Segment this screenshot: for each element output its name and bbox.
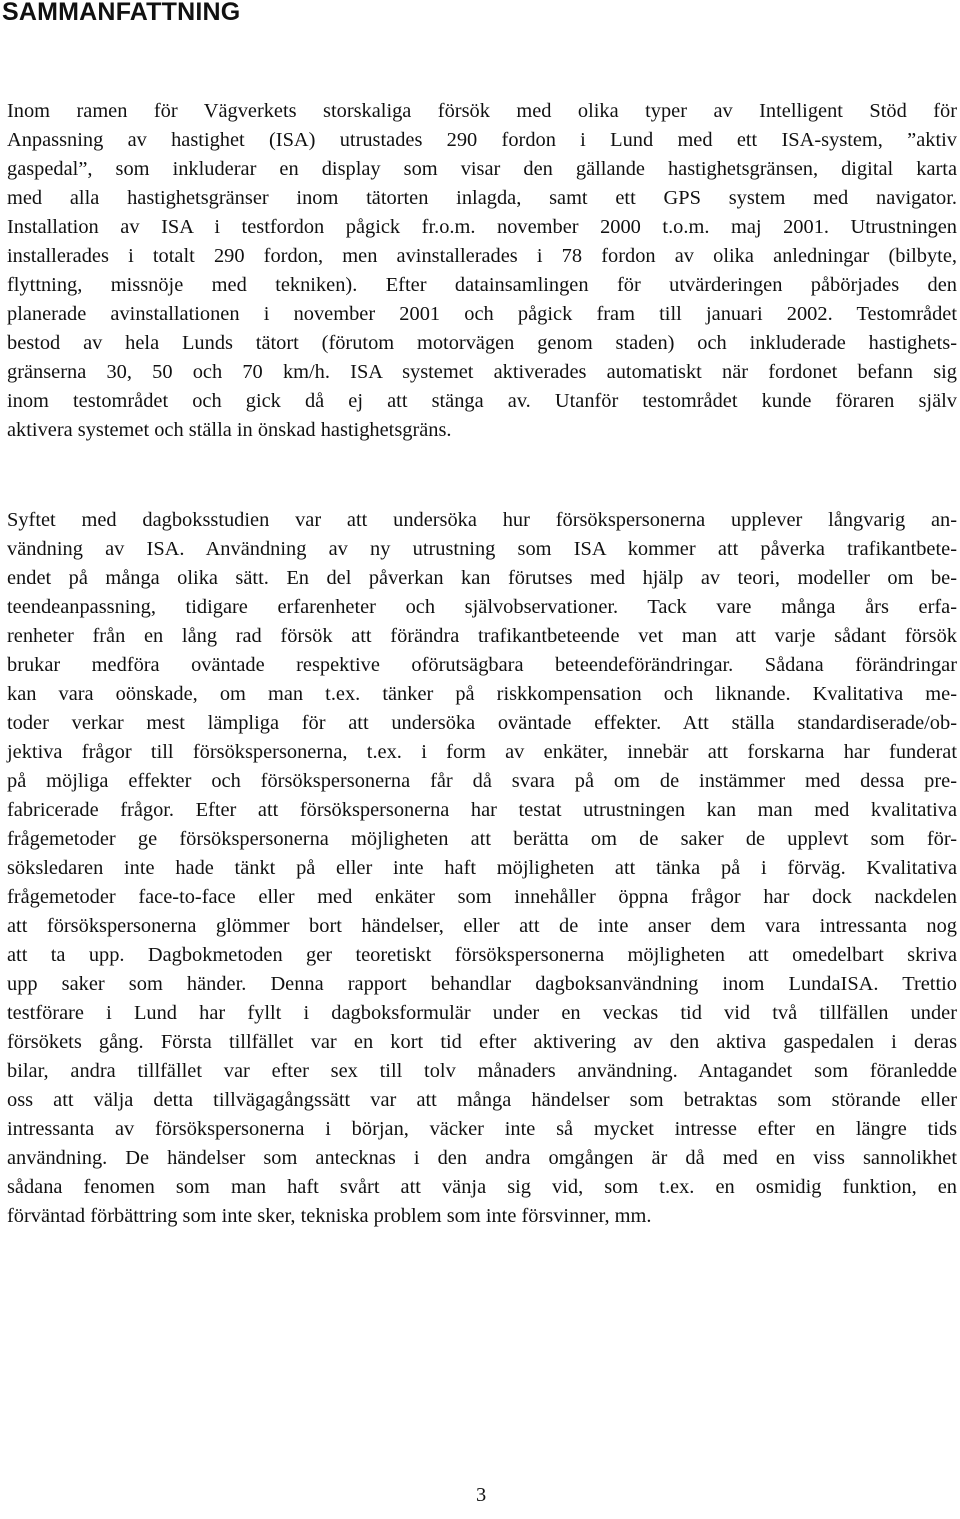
text-line: Anpassning av hastighet (ISA) utrustades 290 fordon i Lund med ett ISA-system, ”aktiv — [7, 129, 957, 151]
text-line: oss att välja detta tillvägagångssätt var att många händelser som betraktas som störande eller — [7, 1089, 957, 1111]
text-line: användning. De händelser som antecknas i den andra omgången är då med en viss sannolikhet — [7, 1147, 957, 1169]
text-line: brukar medföra oväntade respektive oförutsägbara beteendeförändringar. Sådana förändringar — [7, 654, 957, 676]
text-line: sådana fenomen som man haft svårt att vänja sig vid, som t.ex. en osmidig funktion, en — [7, 1176, 957, 1198]
text-line: bestod av hela Lunds tätort (förutom motorvägen genom staden) och inkluderade hastighets- — [7, 332, 957, 354]
text-line: fabricerade frågor. Efter att försökspersonerna har testat utrustningen kan man med kvalitativa — [7, 799, 957, 821]
text-line: med alla hastighetsgränser inom tätorten inlagda, samt ett GPS system med navigator. — [7, 187, 957, 209]
text-line: vändning av ISA. Användning av ny utrustning som ISA kommer att påverka trafikantbete- — [7, 538, 957, 560]
text-line: söksledaren inte hade tänkt på eller inte haft möjligheten att tänka på i förväg. Kvalitativa — [7, 857, 957, 879]
text-line: jektiva frågor till försökspersonerna, t.ex. i form av enkäter, innebär att forskarna har funderat — [7, 741, 957, 763]
text-line: renheter från en lång rad försök att förändra trafikantbeteende vet man att varje sådant försök — [7, 625, 957, 647]
text-line: inom testområdet och gick då ej att stänga av. Utanför testområdet kunde föraren själv — [7, 390, 957, 412]
text-line: testförare i Lund har fyllt i dagboksformulär under en veckas tid vid två tillfällen under — [7, 1002, 957, 1024]
page-title: SAMMANFATTNING — [2, 0, 241, 26]
text-line: gränserna 30, 50 och 70 km/h. ISA systemet aktiverades automatiskt när fordonet befann sig — [7, 361, 957, 383]
text-line: kan vara oönskade, om man t.ex. tänker på riskkompensation och liknande. Kvalitativa me- — [7, 683, 957, 705]
text-line: Inom ramen för Vägverkets storskaliga försök med olika typer av Intelligent Stöd för — [7, 100, 957, 122]
text-line: bilar, andra tillfället var efter sex till tolv månaders användning. Antagandet som föranledde — [7, 1060, 957, 1082]
text-line: intressanta av försökspersonerna i början, väcker inte så mycket intresse efter en längre tids — [7, 1118, 957, 1140]
text-line: att ta upp. Dagbokmetoden ger teoretiskt försökspersonerna möjligheten att omedelbart skriva — [7, 944, 957, 966]
text-line: toder verkar mest lämpliga för att undersöka oväntade effekter. Att ställa standardiserade/ob- — [7, 712, 957, 734]
text-line: teendeanpassning, tidigare erfarenheter och självobservationer. Tack vare många års erfa- — [7, 596, 957, 618]
text-line: förväntad förbättring som inte sker, tekniska problem som inte försvinner, mm. — [7, 1205, 652, 1227]
text-line: upp saker som händer. Denna rapport behandlar dagboksanvändning inom LundaISA. Trettio — [7, 973, 957, 995]
text-line: installerades i totalt 290 fordon, men avinstallerades i 78 fordon av olika anledningar (bilbyte, — [7, 245, 957, 267]
text-line: endet på många olika sätt. En del påverkan kan förutses med hjälp av teori, modeller om be- — [7, 567, 957, 589]
text-line: frågemetoder ge försökspersonerna möjligheten att berätta om de saker de upplevt som för- — [7, 828, 957, 850]
text-line: aktivera systemet och ställa in önskad hastighetsgräns. — [7, 419, 452, 441]
text-line: på möjliga effekter och försökspersonerna får då svara på om de instämmer med dessa pre- — [7, 770, 957, 792]
text-line: Syftet med dagboksstudien var att undersöka hur försökspersonerna upplever långvarig an- — [7, 509, 957, 531]
page-number: 3 — [476, 1484, 487, 1506]
text-line: att försökspersonerna glömmer bort händelser, eller att de inte anser dem vara intressanta nog — [7, 915, 957, 937]
paragraph-purpose — [7, 506, 957, 1231]
text-line: Installation av ISA i testfordon pågick fr.o.m. november 2000 t.o.m. maj 2001. Utrustningen — [7, 216, 957, 238]
paragraph-background — [7, 97, 957, 445]
text-line: planerade avinstallationen i november 2001 och pågick fram till januari 2002. Testområdet — [7, 303, 957, 325]
text-line: försökets gång. Första tillfället var en kort tid efter aktivering av den aktiva gaspedalen i deras — [7, 1031, 957, 1053]
text-line: gaspedal”, som inkluderar en display som visar den gällande hastighetsgränsen, digital karta — [7, 158, 957, 180]
text-line: flyttning, missnöje med tekniken). Efter datainsamlingen för utvärderingen påbörjades den — [7, 274, 957, 296]
text-line: frågemetoder face-to-face eller med enkäter som innehåller öppna frågor har dock nackdelen — [7, 886, 957, 908]
